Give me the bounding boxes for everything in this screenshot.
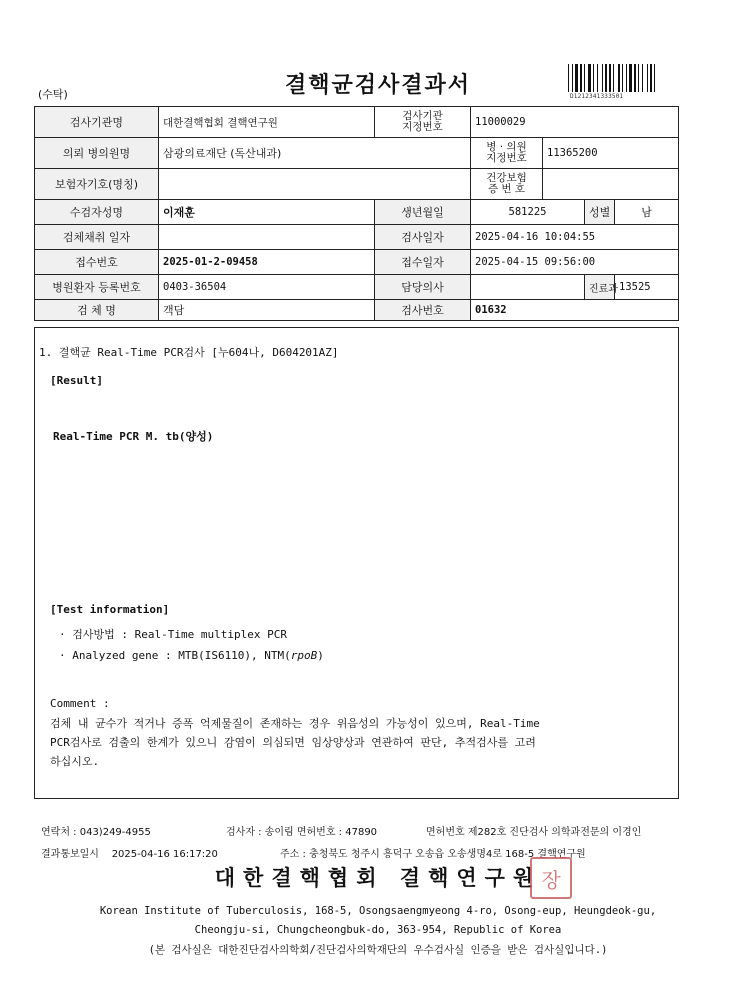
certification-note: (본 검사실은 대한진단검사의학회/진단검사의학재단의 우수검사실 인증을 받은 검사실입니다.) [148,944,608,956]
comment-label: Comment : [50,697,110,710]
result-section [34,327,679,799]
comment-line-3: 하십시오. [50,755,100,768]
address-text: 주소 : 충청북도 청주시 흥덕구 오송읍 오송생명4로 168-5 결핵연구원 [280,849,586,860]
gene-line-suffix: ) [317,649,324,662]
receipt-number-value: 2025-01-2-09458 [159,250,375,275]
collection-date-value [159,225,375,250]
hospital-designation-value: 11365200 [543,138,679,169]
specimen-value: 객담 [159,300,375,321]
health-insurance-label-2: 증 번 호 [487,183,526,195]
test-date-label: 검사일자 [375,225,471,250]
requesting-hospital-label: 의뢰 병의원명 [35,138,159,169]
patient-reg-value: 0403-36504 [159,275,375,300]
address-en-line-1: Korean Institute of Tuberculosis, 168-5, Osongsaengmyeong 4-ro, Osong-eup, Heungdeok-gu, [99,905,657,917]
receipt-date-value: 2025-04-15 09:56:00 [471,250,679,275]
collection-date-label: 검체채취 일자 [35,225,159,250]
birthdate-label: 생년월일 [375,200,471,225]
receipt-date-label: 접수일자 [375,250,471,275]
department-label: 진료과 [585,275,615,300]
test-number-value: 01632 [471,300,679,321]
inspection-agency-value: 대한결핵협회 결핵연구원 [159,107,375,138]
document-title: 결핵균검사결과서 [284,73,472,98]
physician-label: 담당의사 [375,275,471,300]
receipt-number-label: 접수번호 [35,250,159,275]
test-number-label: 검사번호 [375,300,471,321]
insurer-value [159,169,471,200]
inspector-text: 검사자 : 송이림 면허번호 : 47890 [226,827,378,838]
comment-line-1: 검체 내 균수가 적거나 증폭 억제물질이 존재하는 경우 위음성의 가능성이 있으며, Real-Time [50,717,540,730]
health-insurance-label-1: 건강보험 [486,172,527,184]
address-en-line-2: Cheongju-si, Chungcheongbuk-do, 363-954, Republic of Korea [194,924,562,936]
contact-value: 043)249-4955 [79,827,151,838]
organization-name: 대한결핵협회 결핵연구원 [214,865,542,890]
physician-value [471,275,585,300]
report-date-label: 결과통보일시 [41,849,99,860]
barcode-icon [568,64,678,92]
report-date-line [41,845,218,860]
patient-name-label: 수검자성명 [35,200,159,225]
hospital-designation-label-2: 지정번호 [486,152,527,164]
contact-line [41,823,151,838]
gene-line-italic: rpoB [290,649,318,662]
agency-designation-label-1: 검사기관 [402,110,443,122]
test-info-label: [Test information] [50,603,170,616]
agency-designation-label-2: 지정번호 [402,121,443,133]
department-value: 13525 [615,275,679,300]
hospital-designation-label-1: 병 · 의원 [486,141,527,153]
health-insurance-label [471,169,543,200]
gene-line [59,649,324,662]
specimen-label: 검 체 명 [35,300,159,321]
license-text: 면허번호 제282호 진단검사 의학과전문의 이경인 [426,827,642,838]
method-line: · 검사방법 : Real-Time multiplex PCR [59,628,287,641]
contact-label: 연락처 : [41,827,77,838]
patient-info-table [34,106,679,321]
patient-name-value: 이재훈 [159,200,375,225]
birthdate-value: 581225 [471,200,585,225]
report-date-value: 2025-04-16 16:17:20 [111,849,218,860]
comment-line-2: PCR검사로 검출의 한계가 있으니 감염이 의심되면 임상양상과 연관하여 판단, 추적검사를 고려 [50,736,536,749]
receive-label: (수탁) [38,88,68,101]
inspection-agency-label: 검사기관명 [35,107,159,138]
patient-reg-label: 병원환자 등록번호 [35,275,159,300]
hospital-designation-label [471,138,543,169]
sex-value: 남 [615,200,679,225]
barcode-number: D1212341333501 [570,93,624,100]
result-value: Real-Time PCR M. tb(양성) [53,430,214,443]
official-seal-icon: 장 [530,857,572,899]
result-label: [Result] [50,374,103,387]
test-date-value: 2025-04-16 10:04:55 [471,225,679,250]
agency-designation-value: 11000029 [471,107,679,138]
health-insurance-value [543,169,679,200]
agency-designation-label [375,107,471,138]
test-heading: 1. 결핵균 Real-Time PCR검사 [누604나, D604201AZ] [39,346,339,359]
gene-line-prefix: · Analyzed gene : MTB(IS6110), NTM( [59,649,291,662]
sex-label: 성별 [585,200,615,225]
requesting-hospital-value: 삼광의료재단 (독산내과) [159,138,471,169]
insurer-label: 보험자기호(명칭) [35,169,159,200]
